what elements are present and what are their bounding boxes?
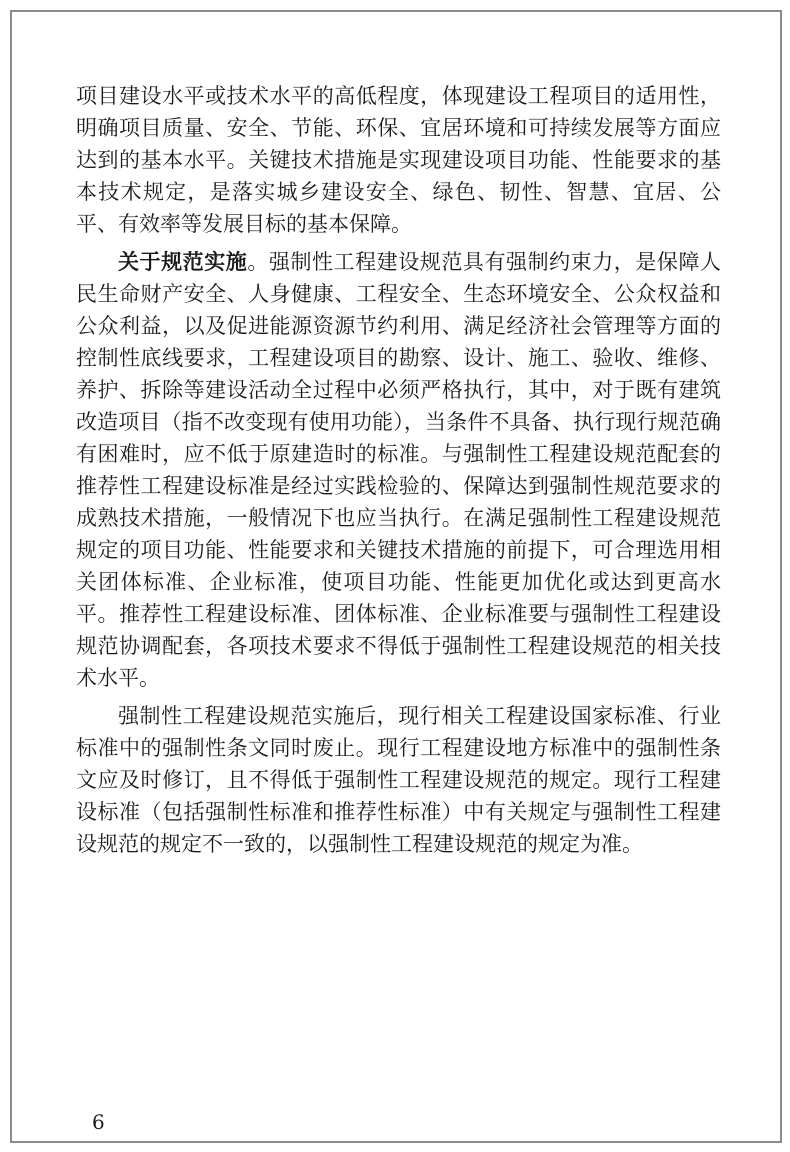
paragraph-2-body: 。强制性工程建设规范具有强制约束力，是保障人民生命财产安全、人身健康、工程安全、生态环境安全、公众权益和公众利益，以及促进能源资源节约利用、满足经济社会管理等方面的控制性底线要求，工程建设项目的勘察、设计、施工、验收、维修、养护、拆除等建设活动全过程中必须严格执行，其中，对于既有建筑改造项目（指不改变现有使用功能），当条件不具备、执行现行规范确有困难时，应不低于原建造时的标准。与强制性工程建设规范配套的推荐性工程建设标准是经过实践检验的、保障达到强制性规范要求的成熟技术措施，一般情况下也应当执行。在满足强制性工程建设规范规定的项目功能、性能要求和关键技术措施的前提下，可合理选用相关团体标准、企业标准，使项目功能、性能更加优化或达到更高水平。推荐性工程建设标准、团体标准、企业标准要与强制性工程建设规范协调配套，各项技术要求不得低于强制性工程建设规范的相关技术水平。 (76, 250, 722, 690)
document-page (10, 10, 782, 1143)
paragraph-1: 项目建设水平或技术水平的高低程度，体现建设工程项目的适用性，明确项目质量、安全、节能、环保、宜居环境和可持续发展等方面应达到的基本水平。关键技术措施是实现建设项目功能、性能要求的基本技术规定，是落实城乡建设安全、绿色、韧性、智慧、宜居、公平、有效率等发展目标的基本保障。 (76, 84, 721, 236)
paragraph-2-lead: 关于规范实施 (118, 250, 248, 274)
paragraph-2 (76, 246, 721, 694)
page-number: 6 (92, 1110, 105, 1134)
document-body (76, 80, 721, 866)
paragraph-3: 强制性工程建设规范实施后，现行相关工程建设国家标准、行业标准中的强制性条文同时废止。现行工程建设地方标准中的强制性条文应及时修订，且不得低于强制性工程建设规范的规定。现行工程建设标准（包括强制性标准和推荐性标准）中有关规定与强制性工程建设规范的规定不一致的，以强制性工程建设规范的规定为准。 (76, 704, 721, 856)
